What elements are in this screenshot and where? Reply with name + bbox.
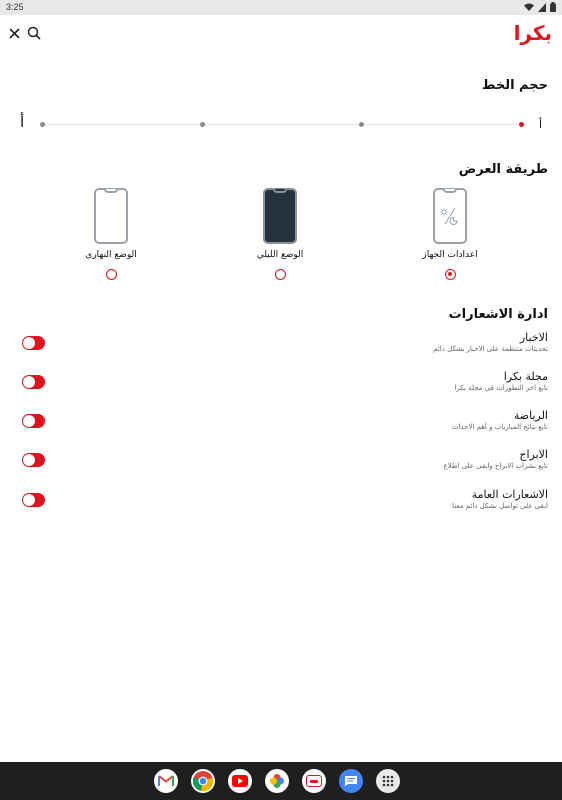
status-bar [0, 0, 562, 15]
mode-label-device: اعدادات الجهاز [422, 250, 478, 260]
font-size-small-label: أ [538, 118, 542, 131]
notification-subtitle: ابقى على تواصل بشكل دائم معنا [452, 502, 548, 510]
chrome-icon[interactable] [191, 769, 215, 793]
youtube-icon[interactable] [228, 769, 252, 793]
notification-toggle-sports[interactable] [22, 414, 45, 428]
mode-radio-device[interactable] [445, 269, 456, 280]
mode-radio-light[interactable] [106, 269, 117, 280]
notification-row-sports[interactable] [0, 409, 562, 445]
notification-subtitle: تحديثات منتظمة على الاخبار بشكل دائم [433, 345, 548, 353]
notification-row-general[interactable] [0, 488, 562, 524]
gmail-icon[interactable] [154, 769, 178, 793]
photos-icon[interactable] [265, 769, 289, 793]
notification-toggle-horoscope[interactable] [22, 453, 45, 467]
notification-row-magazine[interactable] [0, 370, 562, 406]
bokra-app-icon[interactable] [302, 769, 326, 793]
notification-toggle-news[interactable] [22, 336, 45, 350]
slider-step-2[interactable] [200, 122, 205, 127]
mode-option-device[interactable] [410, 188, 490, 280]
notification-row-news[interactable] [0, 331, 562, 367]
close-button[interactable] [4, 23, 24, 43]
close-icon [9, 28, 20, 39]
taskbar-dock [0, 762, 562, 800]
mode-label-light: الوضع النهاري [85, 250, 137, 260]
mode-label-dark: الوضع الليلي [256, 250, 304, 260]
app-bar [0, 15, 562, 51]
search-button[interactable] [24, 23, 44, 43]
slider-track[interactable] [42, 124, 522, 125]
slider-step-3[interactable] [359, 122, 364, 127]
app-logo: بكرا [513, 21, 552, 45]
mode-radio-dark[interactable] [275, 269, 286, 280]
app-drawer-icon[interactable] [376, 769, 400, 793]
messages-icon[interactable] [339, 769, 363, 793]
notification-row-horoscope[interactable] [0, 448, 562, 484]
signal-icon [538, 3, 546, 12]
status-time: 3:25 [6, 2, 24, 12]
slider-step-1[interactable] [40, 122, 45, 127]
notification-title: الرياضة [513, 409, 548, 422]
font-size-slider[interactable] [22, 114, 542, 136]
notification-toggle-magazine[interactable] [22, 375, 45, 389]
system-icons [524, 2, 556, 12]
font-size-title: حجم الخط [481, 78, 548, 93]
notification-title: الاخبار [519, 331, 548, 344]
notification-title: مجلة بكرا [503, 370, 548, 383]
dark-phone-icon [263, 188, 297, 244]
notification-toggle-general[interactable] [22, 493, 45, 507]
search-icon [27, 26, 41, 40]
mode-option-light[interactable] [71, 188, 151, 280]
notifications-title: ادارة الاشعارات [448, 307, 548, 322]
mode-option-dark[interactable] [240, 188, 320, 280]
notification-subtitle: تابع اخر التطورات في مجلة بكرا [454, 384, 548, 392]
slider-step-4-selected[interactable] [519, 122, 524, 127]
notification-subtitle: تابع نتائج المباريات و أهم الاحداث [451, 423, 548, 431]
notification-subtitle: تابع نشرات الابراج وابقى على اطلاع [443, 462, 548, 470]
notification-title: الاشعارات العامة [471, 488, 548, 501]
font-size-large-label: أ [20, 113, 25, 131]
device-theme-icon [433, 188, 467, 244]
wifi-icon [524, 3, 534, 12]
battery-icon [550, 2, 556, 12]
notification-title: الابراج [519, 448, 548, 461]
light-phone-icon [94, 188, 128, 244]
display-mode-title: طريقة العرض [458, 162, 548, 177]
